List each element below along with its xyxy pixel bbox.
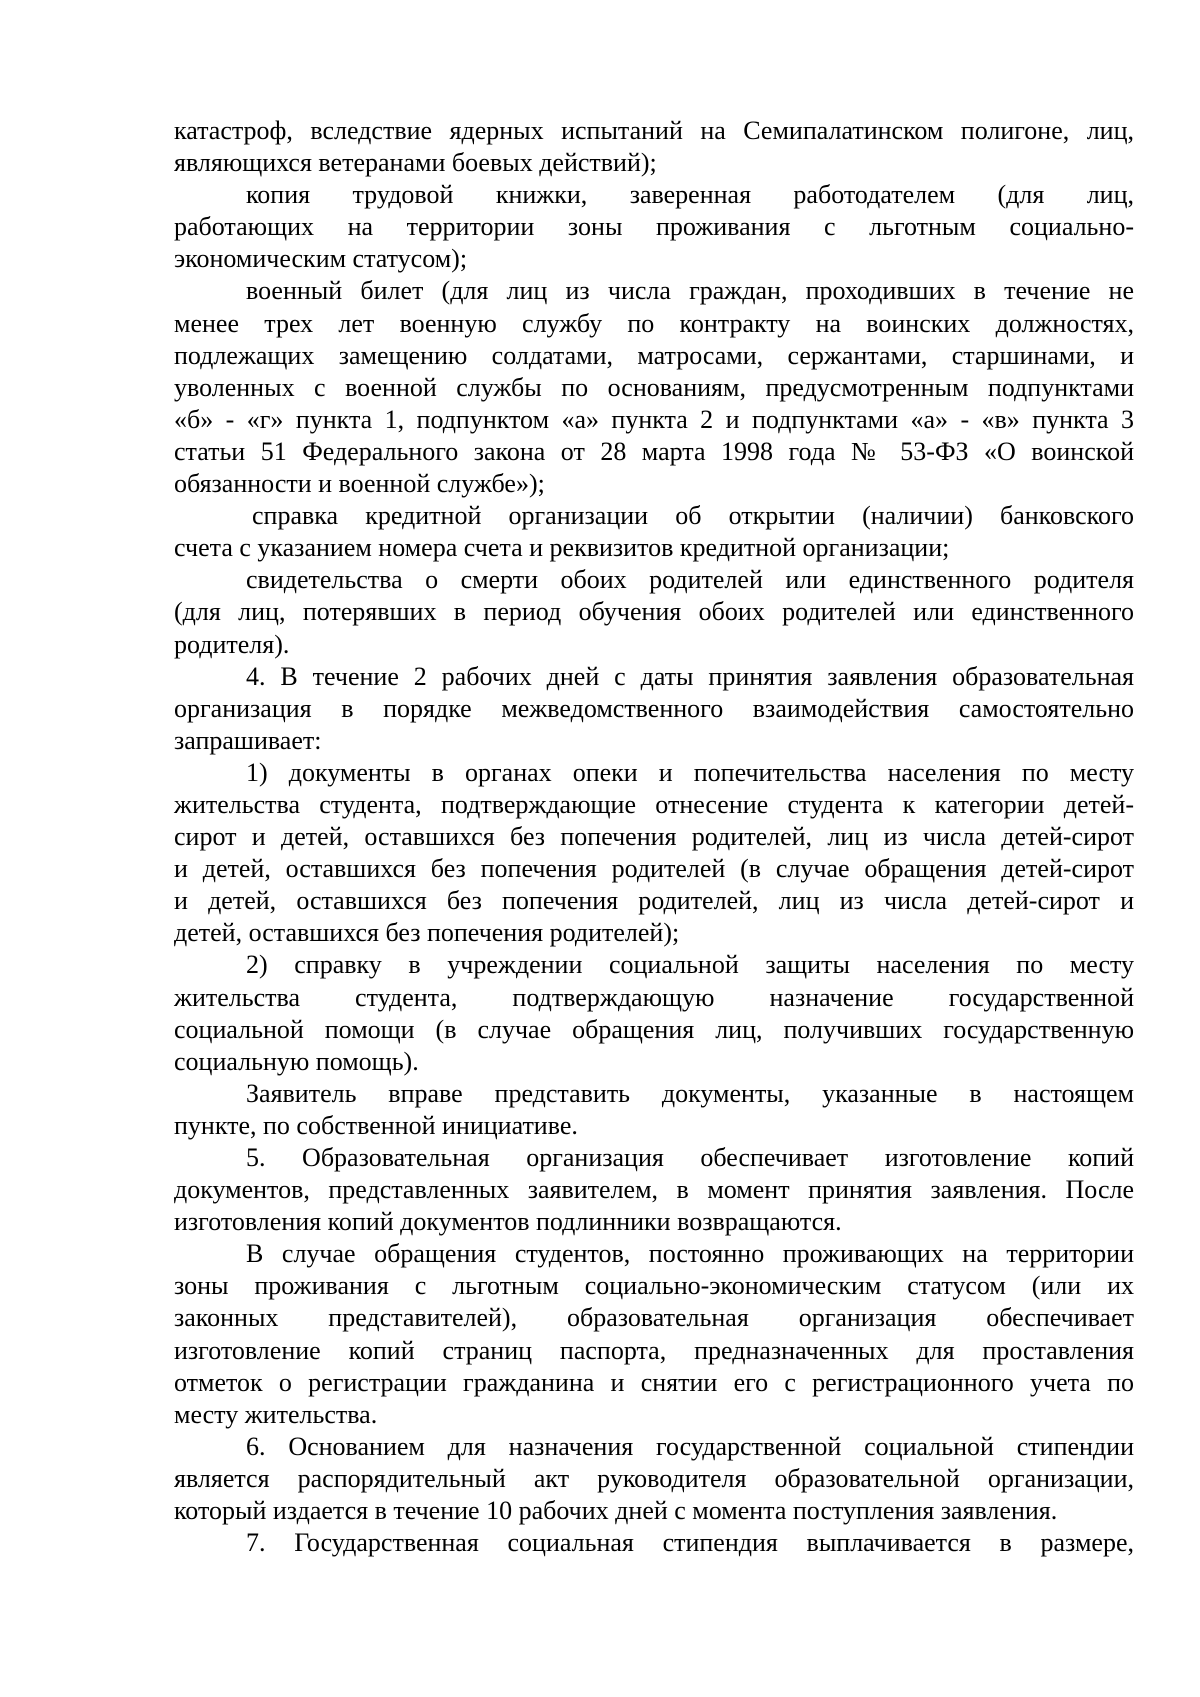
text-line: экономическим статусом); [174,244,468,274]
text-line: организация в порядке межведомственного взаимодействия самостоятельно [174,693,1134,723]
text-line: счета с указанием номера счета и реквизитов кредитной организации; [174,533,950,563]
text-line: социальную помощь). [174,1046,419,1076]
text-line: законных представителей), образовательная организация обеспечивает [174,1303,1134,1333]
text-line: (для лиц, потерявших в период обучения обоих родителей или единственного [174,597,1134,627]
text-line: запрашивает: [174,725,322,755]
text-line: В случае обращения студентов, постоянно проживающих на территории [246,1239,1134,1269]
text-line: подлежащих замещению солдатами, матросами, сержантами, старшинами, и [174,340,1134,370]
text-line: зоны проживания с льготным социально-экономическим статусом (или их [174,1271,1134,1301]
text-line: уволенных с военной службы по основаниям, предусмотренным подпунктами [174,372,1134,402]
text-line: 5. Образовательная организация обеспечивает изготовление копий [246,1143,1134,1172]
text-line: копия трудовой книжки, заверенная работодателем (для лиц, [246,180,1134,210]
text-line: справка кредитной организации об открытии (наличии) банковского [252,501,1134,531]
document-body [174,115,1134,1559]
text-line: «б» - «г» пункта 1, подпунктом «а» пункта 2 и подпунктами «а» - «в» пункта 3 [174,404,1134,434]
text-line: пункте, по собственной инициативе. [174,1110,578,1140]
text-line: сирот и детей, оставшихся без попечения родителей, лиц из числа детей-сирот [174,822,1134,852]
text-line: обязанности и военной службе»); [174,469,545,499]
text-line: отметок о регистрации гражданина и снятии его с регистрационного учета по [174,1367,1134,1397]
text-line: месту жительства. [174,1399,378,1429]
text-line: родителя). [174,629,290,659]
text-line: военный билет (для лиц из числа граждан, проходивших в течение не [246,276,1134,306]
text-line: работающих на территории зоны проживания с льготным социально- [174,212,1134,242]
text-line: 7. Государственная социальная стипендия выплачивается в размере, [246,1528,1134,1558]
text-line: менее трех лет военную службу по контракту на воинских должностях, [174,308,1134,338]
text-line: 2) справку в учреждении социальной защиты населения по месту [246,950,1134,980]
text-line: жительства студента, подтверждающую назначение государственной [174,982,1134,1012]
text-line: свидетельства о смерти обоих родителей или единственного родителя [246,565,1134,595]
text-line: 6. Основанием для назначения государственной социальной стипендии [246,1431,1134,1461]
text-line: изготовление копий страниц паспорта, предназначенных для проставления [174,1335,1134,1365]
text-line: катастроф, вследствие ядерных испытаний на Семипалатинском полигоне, лиц, [174,116,1134,145]
text-line: и детей, оставшихся без попечения родителей, лиц из числа детей-сирот и [174,886,1134,916]
text-line: 1) документы в органах опеки и попечительства населения по месту [246,757,1134,787]
text-line: являющихся ветеранами боевых действий); [174,148,657,178]
text-line: изготовления копий документов подлинники возвращаются. [174,1207,842,1237]
text-line: детей, оставшихся без попечения родителей); [174,918,680,948]
text-line: который издается в течение 10 рабочих дней с момента поступления заявления. [174,1496,1058,1526]
text-line: 4. В течение 2 рабочих дней с даты принятия заявления образовательная [246,661,1134,691]
text-line: и детей, оставшихся без попечения родителей (в случае обращения детей-сирот [174,854,1134,884]
text-line: жительства студента, подтверждающие отнесение студента к категории детей- [174,789,1134,819]
text-line: Заявитель вправе представить документы, указанные в настоящем [246,1078,1134,1108]
text-line: является распорядительный акт руководителя образовательной организации, [174,1463,1134,1493]
text-line: статьи 51 Федерального закона от 28 марта 1998 года № 53-ФЗ «О воинской [174,436,1134,466]
text-line: документов, представленных заявителем, в момент принятия заявления. После [174,1175,1134,1205]
text-line: социальной помощи (в случае обращения лиц, получивших государственную [174,1014,1134,1044]
